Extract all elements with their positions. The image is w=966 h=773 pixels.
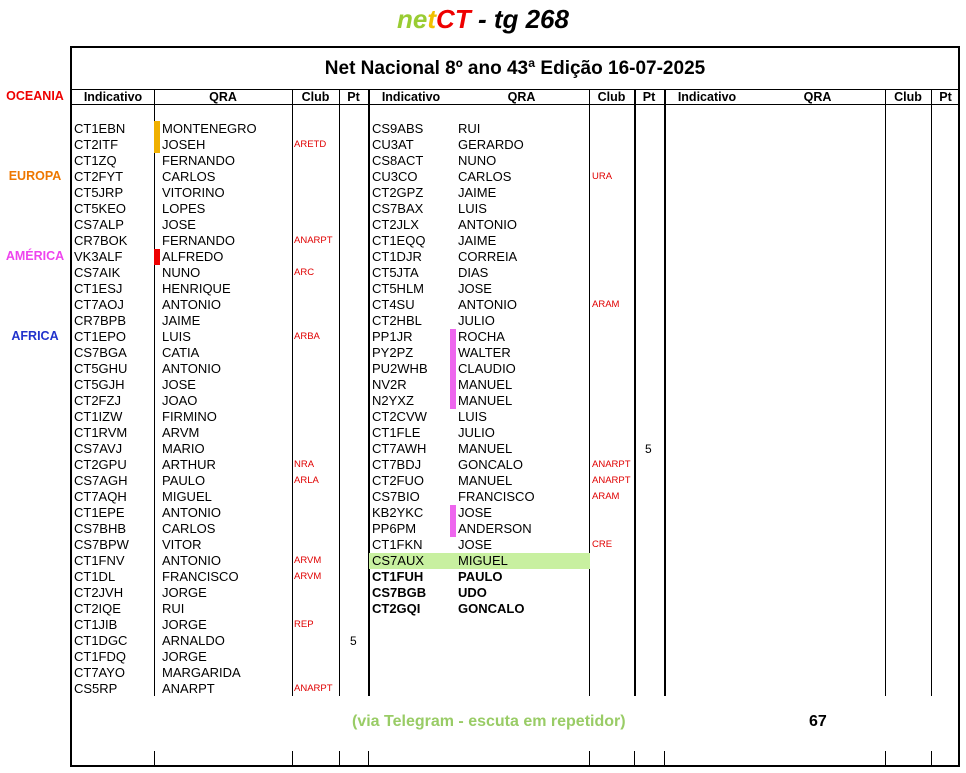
col1-qra: FRANCISCO — [162, 569, 239, 584]
col1-callsign: CS7AIK — [74, 265, 121, 280]
origin-marker — [154, 249, 160, 265]
col1-qra: JORGE — [162, 617, 207, 632]
col2-qra: GONCALO — [458, 601, 525, 616]
col2-callsign: CT5HLM — [372, 281, 425, 296]
col1-callsign: CS7AGH — [74, 473, 128, 488]
col1-callsign: CS7BGA — [74, 345, 127, 360]
col2-qra: JOSE — [458, 505, 492, 520]
col2-qra: ANTONIO — [458, 217, 517, 232]
col1-callsign: CS7ALP — [74, 217, 124, 232]
col2-callsign: CS7BIO — [372, 489, 420, 504]
col2-callsign: PY2PZ — [372, 345, 414, 360]
col1-club: ANARPT — [294, 235, 333, 246]
col1-qra: PAULO — [162, 473, 206, 488]
col1-qra: JOAO — [162, 393, 198, 408]
col2-qra: PAULO — [458, 569, 503, 584]
col2-callsign: CU3AT — [372, 137, 414, 152]
column-rule — [154, 90, 155, 696]
col1-qra: ARVM — [162, 425, 200, 440]
col1-qra: JOSE — [162, 217, 196, 232]
col2-qra: JULIO — [458, 425, 495, 440]
col1-callsign: CT1FNV — [74, 553, 125, 568]
col1-club: REP — [294, 619, 314, 630]
col2-callsign: CT2CVW — [372, 409, 427, 424]
col2-callsign: CS7BAX — [372, 201, 424, 216]
col1-callsign: CT2JVH — [74, 585, 124, 600]
col1-callsign: CT5GHU — [74, 361, 128, 376]
col2-callsign: CT1FUH — [372, 569, 424, 584]
col1-qra: FERNANDO — [162, 153, 235, 168]
col2-qra: MANUEL — [458, 441, 513, 456]
col2-callsign: CT5JTA — [372, 265, 419, 280]
col2-callsign: CT2FUO — [372, 473, 424, 488]
col2-qra: JAIME — [458, 185, 497, 200]
column-rule — [292, 90, 293, 696]
col2-callsign: PU2WHB — [372, 361, 428, 376]
net-log-sheet — [70, 46, 960, 767]
col1-qra: CARLOS — [162, 169, 216, 184]
col2-qra: JOSE — [458, 281, 492, 296]
col1-callsign: CT2FZJ — [74, 393, 121, 408]
col2-qra: WALTER — [458, 345, 511, 360]
col2-callsign: PP1JR — [372, 329, 413, 344]
col2-qra: RUI — [458, 121, 481, 136]
origin-marker — [450, 393, 456, 409]
col1-callsign: CT1EPE — [74, 505, 125, 520]
col1-qra: JAIME — [162, 313, 201, 328]
col1-callsign: CT2GPU — [74, 457, 127, 472]
col2-qra: JAIME — [458, 233, 497, 248]
col2-qra: CORREIA — [458, 249, 518, 264]
col1-qra: CARLOS — [162, 521, 216, 536]
brand-part-ne: ne — [397, 4, 428, 34]
col1-qra: ANTONIO — [162, 297, 221, 312]
col1-qra: ALFREDO — [162, 249, 224, 264]
col1-qra: HENRIQUE — [162, 281, 231, 296]
col1-callsign: CT2FYT — [74, 169, 124, 184]
col1-qra: LUIS — [162, 329, 191, 344]
column-rule — [368, 90, 370, 696]
col1-callsign: CT5GJH — [74, 377, 125, 392]
col2-qra: ANDERSON — [458, 521, 532, 536]
col1-club: ARC — [294, 267, 315, 278]
col1-qra: JOSE — [162, 377, 196, 392]
column-header-pt: Pt — [642, 90, 656, 104]
col1-qra: VITORINO — [162, 185, 225, 200]
origin-marker — [450, 505, 456, 521]
origin-marker — [450, 521, 456, 537]
column-tick — [589, 751, 590, 767]
brand-part-ct: CT — [436, 4, 471, 34]
col1-callsign: CT1IZW — [74, 409, 123, 424]
col2-callsign: PP6PM — [372, 521, 417, 536]
column-rule — [664, 90, 666, 696]
header-bottom-rule — [72, 104, 958, 105]
col2-qra: JOSE — [458, 537, 492, 552]
column-header-indicativo: Indicativo — [677, 90, 737, 104]
col1-qra: CATIA — [162, 345, 200, 360]
brand-title — [0, 4, 966, 35]
col1-qra: MARIO — [162, 441, 205, 456]
col1-callsign: CT1RVM — [74, 425, 128, 440]
col1-qra: ARTHUR — [162, 457, 216, 472]
col1-club: ANARPT — [294, 683, 333, 694]
col1-callsign: CT2IQE — [74, 601, 121, 616]
col2-callsign: CT2HBL — [372, 313, 422, 328]
col1-club: NRA — [294, 459, 315, 470]
col1-callsign: VK3ALF — [74, 249, 123, 264]
column-tick — [885, 751, 886, 767]
column-header-qra: QRA — [209, 90, 237, 104]
col2-callsign: CT4SU — [372, 297, 415, 312]
col1-points: 5 — [350, 634, 357, 648]
col1-qra: ANTONIO — [162, 361, 221, 376]
column-rule — [589, 90, 590, 696]
col1-qra: VITOR — [162, 537, 202, 552]
page-title: Net Nacional 8º ano 43ª Edição 16-07-2025 — [324, 58, 706, 79]
col1-callsign: CS5RP — [74, 681, 118, 696]
col1-qra: MIGUEL — [162, 489, 212, 504]
col1-club: ARETD — [294, 139, 327, 150]
col2-qra: LUIS — [458, 201, 487, 216]
col2-callsign: CT7AWH — [372, 441, 427, 456]
col1-callsign: CR7BPB — [74, 313, 127, 328]
col1-qra: JOSEH — [162, 137, 206, 152]
column-tick — [339, 751, 340, 767]
col1-callsign: CT1DL — [74, 569, 116, 584]
col2-callsign: CT2GQI — [372, 601, 421, 616]
col1-callsign: CS7AVJ — [74, 441, 123, 456]
col2-qra: CLAUDIO — [458, 361, 516, 376]
col1-callsign: CT5KEO — [74, 201, 127, 216]
col2-qra: ROCHA — [458, 329, 505, 344]
col1-callsign: CT1ESJ — [74, 281, 123, 296]
col1-qra: JORGE — [162, 585, 207, 600]
col2-club: ANARPT — [592, 475, 631, 486]
col1-callsign: CR7BOK — [74, 233, 128, 248]
brand-part-t: t — [427, 4, 437, 34]
col1-qra: FIRMINO — [162, 409, 217, 424]
col2-callsign: CS7AUX — [372, 553, 425, 568]
column-header-indicativo: Indicativo — [381, 90, 441, 104]
col2-callsign: CT1FLE — [372, 425, 421, 440]
column-header-indicativo: Indicativo — [83, 90, 143, 104]
column-tick — [931, 751, 932, 767]
col2-qra: LUIS — [458, 409, 487, 424]
col1-qra: FERNANDO — [162, 233, 235, 248]
col2-qra: MANUEL — [458, 377, 513, 392]
column-tick — [292, 751, 293, 767]
column-rule — [339, 90, 340, 696]
column-rule — [931, 90, 932, 696]
origin-marker — [154, 137, 160, 153]
col2-qra: NUNO — [458, 153, 497, 168]
region-label-europa: EUROPA — [8, 169, 62, 183]
col1-qra: NUNO — [162, 265, 201, 280]
col1-callsign: CT2ITF — [74, 137, 119, 152]
region-label-américa: AMÉRICA — [5, 249, 65, 263]
col1-qra: ANARPT — [162, 681, 215, 696]
brand-part-tg: - tg 268 — [470, 4, 569, 34]
col2-qra: MANUEL — [458, 473, 513, 488]
col1-callsign: CS7BPW — [74, 537, 129, 552]
col2-callsign: N2YXZ — [372, 393, 414, 408]
col2-club: ARAM — [592, 299, 620, 310]
col2-club: CRE — [592, 539, 613, 550]
region-label-africa: AFRICA — [11, 329, 59, 343]
col2-callsign: CT2JLX — [372, 217, 419, 232]
col1-callsign: CT5JRP — [74, 185, 124, 200]
col2-qra: MIGUEL — [458, 553, 508, 568]
col1-callsign: CT1EBN — [74, 121, 126, 136]
column-tick — [634, 751, 635, 767]
col2-callsign: CS7BGB — [372, 585, 427, 600]
col1-callsign: CT7AOJ — [74, 297, 124, 312]
col2-callsign: CT1EQQ — [372, 233, 426, 248]
col2-callsign: CT2GPZ — [372, 185, 424, 200]
col1-club: ARBA — [294, 331, 320, 342]
col1-club: ARLA — [294, 475, 319, 486]
column-header-club: Club — [597, 90, 626, 104]
col2-callsign: CT7BDJ — [372, 457, 422, 472]
origin-marker — [450, 361, 456, 377]
col2-qra: MANUEL — [458, 393, 513, 408]
col2-qra: DIAS — [458, 265, 489, 280]
col1-qra: JORGE — [162, 649, 207, 664]
col1-callsign: CT1ZQ — [74, 153, 117, 168]
col2-club: URA — [592, 171, 613, 182]
col1-club: ARVM — [294, 555, 322, 566]
col1-callsign: CT7AQH — [74, 489, 127, 504]
col2-callsign: NV2R — [372, 377, 407, 392]
col1-qra: ANTONIO — [162, 553, 221, 568]
col1-qra: MONTENEGRO — [162, 121, 257, 136]
col2-qra: GERARDO — [458, 137, 524, 152]
col1-callsign: CT1EPO — [74, 329, 127, 344]
column-tick — [664, 751, 665, 767]
column-rule — [885, 90, 886, 696]
origin-marker — [450, 345, 456, 361]
col1-qra: RUI — [162, 601, 185, 616]
origin-marker — [450, 377, 456, 393]
col2-callsign: CT1FKN — [372, 537, 423, 552]
column-header-club: Club — [301, 90, 330, 104]
col1-callsign: CT1FDQ — [74, 649, 126, 664]
col2-qra: JULIO — [458, 313, 495, 328]
col1-callsign: CT1DGC — [74, 633, 128, 648]
col1-qra: MARGARIDA — [162, 665, 241, 680]
col1-callsign: CS7BHB — [74, 521, 127, 536]
col1-qra: ANTONIO — [162, 505, 221, 520]
col2-callsign: CS9ABS — [372, 121, 424, 136]
col1-callsign: CT7AYO — [74, 665, 126, 680]
origin-marker — [450, 329, 456, 345]
footer-note: (via Telegram - escuta em repetidor) — [352, 713, 626, 730]
col2-callsign: CU3CO — [372, 169, 418, 184]
column-header-pt: Pt — [347, 90, 360, 104]
region-label-oceania: OCEANIA — [6, 89, 64, 103]
col2-qra: FRANCISCO — [458, 489, 535, 504]
column-header-pt: Pt — [939, 90, 952, 104]
col2-qra: CARLOS — [458, 169, 512, 184]
col2-callsign: CS8ACT — [372, 153, 424, 168]
col2-club: ANARPT — [592, 459, 631, 470]
col2-callsign: KB2YKC — [372, 505, 424, 520]
col1-club: ARVM — [294, 571, 322, 582]
column-header-club: Club — [894, 90, 922, 104]
column-header-qra: QRA — [507, 90, 536, 104]
col2-callsign: CT1DJR — [372, 249, 422, 264]
col1-callsign: CT1JIB — [74, 617, 118, 632]
col1-qra: LOPES — [162, 201, 206, 216]
col2-qra: UDO — [458, 585, 487, 600]
column-tick — [368, 751, 369, 767]
origin-marker — [154, 121, 160, 137]
col1-qra: ARNALDO — [162, 633, 225, 648]
column-tick — [154, 751, 155, 767]
col2-qra: ANTONIO — [458, 297, 517, 312]
column-rule — [634, 90, 636, 696]
col2-club: ARAM — [592, 491, 620, 502]
column-header-qra: QRA — [803, 90, 832, 104]
col2-qra: GONCALO — [458, 457, 524, 472]
col2-points: 5 — [645, 442, 652, 456]
total-count: 67 — [809, 713, 827, 730]
